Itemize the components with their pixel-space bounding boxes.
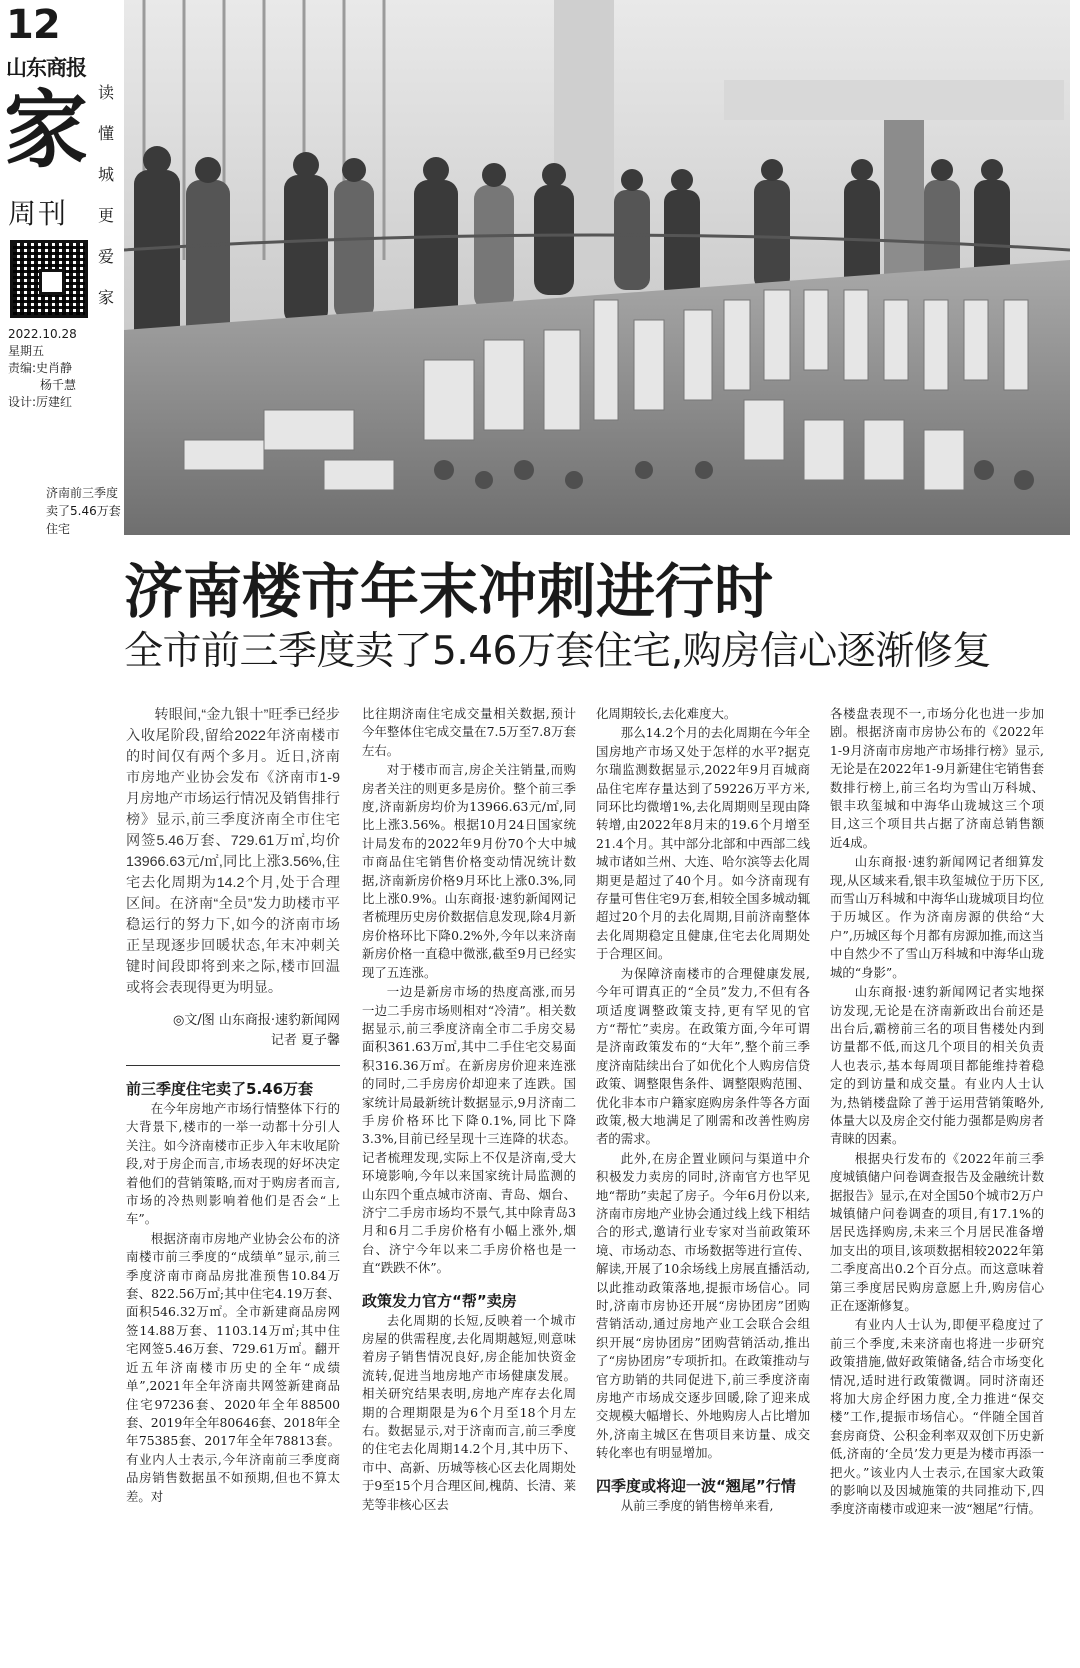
section-title-1: 前三季度住宅卖了5.46万套 [126,1080,314,1098]
section-character: 家 [4,80,89,179]
column-1 [126,705,340,1507]
paragraph: 化周期较长,去化难度大。 [596,706,737,721]
byline-source: ◎文/图 山东商报·速豹新闻网 [173,1013,340,1028]
qr-code-icon[interactable] [10,240,88,318]
paragraph: 根据央行发布的《2022年前三季度城镇储户问卷调查报告及金融统计数据报告》显示,在对全国50个城市2万户城镇储户问卷调查的项目,有17.1%的居民选择购房,未来三个月居民准备增加支出的项目,该项数据相较2022年第二季度高出0.2个百分点。而这意味着第三季度居民购房意愿上升,购房信心正在逐渐修复。 [830,1150,1044,1313]
paragraph: 对于楼市而言,房企关注销量,而购房者关注的则更多是房价。整个前三季度,济南新房均价为13966.63元/㎡,同比上涨3.56%。根据10月24日国家统计局发布的2022年9月份70个大中城市商品住宅销售价格变动情况统计数据,济南新房价格9月环比上涨0.3%,同比上涨0.9%。山东商报·速豹新闻网记者梳理历史房价数据信息发现,除4月新房价格环比下降0.2%外,今年以来济南新房价格一直稳中微涨,截至9月已经实现了五连涨。 [362,762,576,980]
paper-name: 山东商报 [6,56,86,80]
slogan-char: 家 [97,288,114,307]
paragraph: 有业内人士认为,即便平稳度过了前三个季度,未来济南也将进一步研究政策措施,做好政策储备,结合市场变化情况,适时进行政策微调。同时济南还将加大房企纾困力度,全力推进“保交楼”工作,提振市场信心。“伴随全国首套房商贷、公积金利率双双创下历史新低,济南的‘全员’发力更是为楼市再添一把火。”该业内人士表示,在国家大政策的影响以及因城施策的共同推动下,四季度济南楼市或迎来一波“翘尾”行情。 [830,1317,1044,1517]
sand-table-illustration [124,0,1070,535]
editor: 责编:史肖静 [8,361,73,375]
paragraph: 为保障济南楼市的合理健康发展,今年可谓真正的“全员”发力,不但有各项适度调整政策支持,更有罕见的官方“帮忙”卖房。在政策方面,今年可谓是济南政策发布的“大年”,整个前三季度济南陆续出台了如优化个人购房信贷政策、调整限售条件、调整限购范围、优化非本市户籍家庭购房条件等各方面政策,极大地满足了刚需和改善性购房者的需求。 [596,965,810,1147]
byline-reporter: 记者 夏子馨 [270,1033,340,1048]
divider [126,1065,340,1066]
slogan-char: 懂 [97,124,114,143]
editor-second: 杨千慧 [40,378,77,392]
paragraph: 比往期济南住宅成交量相关数据,预计今年整体住宅成交量在7.5万至7.8万套左右。 [362,706,576,758]
column-2 [362,705,576,1515]
slogan-char: 城 [97,165,114,184]
issue-meta [8,326,77,411]
column-4 [830,705,1044,1520]
issue-weekday: 星期五 [8,344,45,358]
weekly-label: 周刊 [8,197,69,230]
vertical-slogan [96,80,116,308]
paragraph: 山东商报·速豹新闻网记者实地探访发现,无论是在济南新政出台前还是出台后,霸榜前三名的项目售楼处内到访量都不低,而这几个项目的相关负责人也表示,基本每周项目都能维持着稳定的到访量和成交量。有业内人士认为,热销楼盘除了善于运用营销策略外,体量大以及房企交付能力强都是购房者青睐的因素。 [830,984,1044,1147]
issue-date: 2022.10.28 [8,327,77,341]
paragraph: 一边是新房市场的热度高涨,而另一边二手房市场则相对“冷清”。相关数据显示,前三季度济南全市二手房交易面积361.63万㎡,其中二手住宅交易面积316.36万㎡。在新房房价迎来连涨的同时,二手房房价却迎来了连跌。国家统计局最新统计数据显示,9月济南二手房价格环比下降0.1%,同比下降3.3%,目前已经呈现十三连降的状态。记者梳理发现,实际上不仅是济南,受大环境影响,今年以来国家统计局监测的山东四个重点城市济南、青岛、烟台、济宁二手房市场均不景气,其中除青岛3月和6月二手房价格有小幅上涨外,烟台、济宁今年以来二手房价格也是一直“跌跌不休”。 [362,984,576,1276]
paragraph: 去化周期的长短,反映着一个城市房屋的供需程度,去化周期越短,则意味着房子销售情况良好,房企能加快资金流转,促进当地房地产市场健康发展。相关研究结果表明,房地产库存去化周期的合理期限是为6个月至18个月左右。数据显示,对于济南而言,前三季度的住宅去化周期14.2个月,其中历下、市中、高新、历城等核心区去化周期处于9至15个月合理区间,槐荫、长清、莱芜等非核心区去 [362,1312,576,1512]
photo-caption: 济南前三季度卖了5.46万套住宅 [46,486,121,536]
slogan-char: 更 [97,206,114,225]
section-title-3: 四季度或将迎一波“翘尾”行情 [596,1476,796,1495]
masthead [0,0,124,555]
paragraph: 此外,在房企置业顾问与渠道中介积极发力卖房的同时,济南官方也罕见地“帮助”卖起了房子。今年6月份以来,济南市房地产业协会通过线上线下相结合的形式,邀请行业专家对当前政策环境、市场动态、市场数据等进行宣传、解读,开展了10余场线上房展直播活动,以此推动政策落地,提振市场信心。同时,济南市房协还开展“房协团房”团购营销活动,通过房地产业工会联合会组织开展“房协团房”团购营销活动,推出了“房协团房”专项折扣。在政策推动与官方助销的共同促进下,前三季度济南房地产市场成交逐步回暖,除了迎来成交规模大幅增长、外地购房人占比增加外,济南主城区在售项目来访量、成交转化率也有明显增加。 [596,1150,810,1461]
column-3 [596,705,810,1516]
subheadline: 全市前三季度卖了5.46万套住宅,购房信心逐渐修复 [124,629,991,674]
paragraph: 从前三季度的销售榜单来看, [620,1497,774,1513]
paragraph: 各楼盘表现不一,市场分化也进一步加剧。根据济南市房协公布的《2022年1-9月济南市房地产市场排行榜》显示,无论是在2022年1-9月新建住宅销售套数排行榜上,前三名均为雪山万科城、银丰玖玺城和中海华山珑城这三个项目,这三个项目共占据了济南总销售额近4成。 [830,706,1044,850]
page-number: 12 [6,2,60,48]
slogan-char: 读 [97,83,114,102]
slogan-char: 爱 [97,247,114,266]
byline [126,1011,340,1051]
paragraph: 根据济南市房地产业协会公布的济南楼市前三季度的“成绩单”显示,前三季度济南市商品房批准预售10.84万套、822.56万㎡;其中住宅4.19万套、面积546.32万㎡。全市新建商品房网签14.88万套、1103.14万㎡;其中住宅网签5.46万套、729.61万㎡。翻开近五年济南楼市历史的全年“成绩单”,2021年全年济南共网签新建商品住宅97236套、2020年全年88500套、2019年全年80646套、2018年全年75385套、2017年全年78813套。有业内人士表示,今年济南前三季度商品房销售数据虽不如预期,但也不算太差。对 [126,1230,340,1504]
section-title-2: 政策发力官方“帮”卖房 [362,1291,517,1310]
lead-paragraph: 转眼间,“金九银十”旺季已经步入收尾阶段,留给2022年济南楼市的时间仅有两个多月。近日,济南市房地产业协会发布《济南市1-9月房地产市场运行情况及销售排行榜》显示,前三季度济南全市住宅网签5.46万套、729.61万㎡,均价13966.63元/㎡,同比上涨3.56%,住宅去化周期为14.2个月,处于合理区间。在济南“全员”发力助楼市平稳运行的努力下,如今的济南市场正呈现逐步回暖状态,年末冲刺关键时间段即将到来之际,楼市回温或将会表现得更为明显。 [126,707,340,996]
sales-center-photo [124,0,1070,535]
designer: 设计:厉建红 [8,395,73,409]
paragraph: 那么14.2个月的去化周期在今年全国房地产市场又处于怎样的水平?据克尔瑞监测数据显示,2022年9月百城商品住宅库存量达到了59226万平方米,同环比均微增1%,去化周期则呈现由降转增,由2022年8月末的19.6个月增至21.4个月。其中部分北部和中西部二线城市诸如兰州、大连、哈尔滨等去化周期更是超过了40个月。如今济南现有存量可售住宅9万套,相较全国多城动辄超过20个月的去化周期,目前济南整体去化周期稳定且健康,住宅去化周期处于合理区间。 [596,725,810,962]
paragraph: 在今年房地产市场行情整体下行的大背景下,楼市的一举一动都十分引人关注。如今济南楼市正步入年末收尾阶段,对于房企而言,市场表现的好坏决定着他们的营销策略,而对于购房者而言,市场的冷热则影响着他们是否会“上车”。 [126,1101,340,1227]
headline: 济南楼市年末冲刺进行时 [124,557,774,626]
paragraph: 山东商报·速豹新闻网记者细算发现,从区域来看,银丰玖玺城位于历下区,而雪山万科城和中海华山珑城项目均位于历城区。作为济南房源的供给“大户”,历城区每个月都有房源加推,而这当中自然少不了雪山万科城和中海华山珑城的“身影”。 [830,854,1044,980]
